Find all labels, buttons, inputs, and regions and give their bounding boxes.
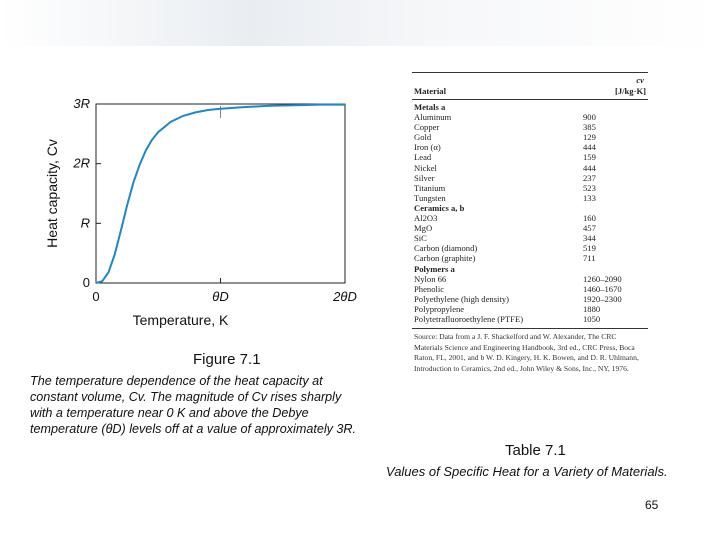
table-cell-material: Copper — [414, 122, 440, 133]
table-category-row — [412, 264, 648, 274]
table-row — [412, 304, 648, 314]
y-tick-label: 0 — [82, 275, 90, 290]
table-row — [412, 122, 648, 132]
table-cell-cv: 133 — [583, 192, 596, 203]
table-row — [412, 314, 648, 324]
y-tick-label: R — [80, 215, 90, 231]
table-cell-material: MgO — [414, 223, 433, 234]
table-row — [412, 284, 648, 294]
table-cell-material: Gold — [414, 132, 432, 143]
table-cell-material: Nickel — [414, 162, 437, 173]
table-row — [412, 183, 648, 193]
table-category-row — [412, 203, 648, 213]
table-body — [412, 100, 648, 324]
x-tick-label: θD — [212, 289, 229, 304]
y-axis-title: Heat capacity, Cv — [44, 139, 60, 248]
header-material: Material — [414, 86, 446, 96]
table-cell-material: Polyethylene (high density) — [414, 293, 509, 304]
heat-capacity-curve — [96, 105, 345, 283]
heat-capacity-plot — [30, 90, 370, 340]
header-unit: [J/kg·K] — [614, 86, 646, 96]
x-tick-label: 2θD — [333, 289, 357, 304]
table-cell-cv: 1920–2300 — [583, 293, 622, 304]
page-number: 65 — [645, 498, 659, 512]
specific-heat-table — [412, 72, 648, 444]
table-cell-cv: 160 — [583, 213, 596, 224]
table-cell-material: Nylon 66 — [414, 273, 447, 284]
table-row — [412, 223, 648, 233]
table-row — [412, 163, 648, 173]
table-cell-cv: 900 — [583, 112, 596, 123]
table-cell-material: Iron (α) — [414, 142, 441, 153]
table-cell-material: Lead — [414, 152, 432, 163]
table-row — [412, 294, 648, 304]
table-cell-material: Carbon (graphite) — [414, 253, 476, 264]
table-row — [412, 274, 648, 284]
table-row — [412, 132, 648, 142]
table-cell-material: Polypropylene — [414, 303, 465, 314]
table-row — [412, 213, 648, 223]
table-cell-material: Al2O3 — [414, 213, 438, 224]
table-cell-cv: 237 — [583, 172, 596, 183]
table-cell-cv: 711 — [583, 253, 596, 264]
table-cell-material: Tungsten — [414, 192, 446, 203]
table-cell-material: Aluminum — [414, 112, 452, 123]
table-label: Table 7.1 — [505, 442, 566, 459]
table-cell-cv: 1260–2090 — [583, 273, 622, 284]
table-cell-material: Carbon (diamond) — [414, 243, 478, 254]
table-cell-material: Titanium — [414, 182, 446, 193]
table-row — [412, 253, 648, 263]
table-cell-material: Metals a — [414, 102, 446, 112]
x-axis-title: Temperature, K — [132, 312, 229, 328]
table-source: Source: Data from a J. F. Shackelford and W. Alexander, The CRC Materials Science and Engineering Handbook, 3rd ed., CRC Press, Boca Raton, FL, 2001, and b W. D. Kingery, H. K. Bowen, and D. R. Uhlmann, Introduction to Ceramics, 2nd ed., John Wiley & Sons, Inc., NY, 1976. — [414, 332, 639, 373]
table-cell-cv: 159 — [583, 152, 596, 163]
table-row — [412, 193, 648, 203]
table-cell-cv: 523 — [583, 182, 596, 193]
table-row — [412, 233, 648, 243]
table-cell-material: Phenolic — [414, 283, 445, 294]
table-cell-cv: 344 — [583, 233, 596, 244]
table-cell-cv: 1050 — [583, 313, 601, 324]
table-cell-cv: 457 — [583, 223, 596, 234]
header-cv: cv — [636, 75, 644, 85]
x-tick-label: 0 — [92, 289, 100, 304]
table-cell-material: SiC — [414, 233, 427, 244]
table-row — [412, 112, 648, 122]
header-gradient-band — [0, 0, 720, 46]
table-row — [412, 142, 648, 152]
table-cell-material: Polytetrafluoroethylene (PTFE) — [414, 313, 524, 324]
table-row — [412, 243, 648, 253]
table-header — [412, 72, 648, 100]
table-cell-cv: 444 — [583, 162, 596, 173]
table-category-row — [412, 102, 648, 112]
table-cell-cv: 1880 — [583, 303, 601, 314]
table-row — [412, 173, 648, 183]
table-cell-material: Ceramics a, b — [414, 202, 465, 213]
table-cell-cv: 385 — [583, 122, 596, 133]
table-cell-material: Polymers a — [414, 263, 455, 274]
y-tick-label: 3R — [73, 96, 90, 111]
figure-label: Figure 7.1 — [193, 351, 261, 368]
table-cell-cv: 519 — [583, 243, 596, 254]
table-cell-cv: 129 — [583, 132, 596, 143]
figure-caption: The temperature dependence of the heat capacity at constant volume, Cv. The magnitude of Cv rises sharply with a temperature near 0 K and above the Debye temperature (θD) levels off at a value of approximately 3R. — [30, 374, 357, 436]
table-cell-material: Silver — [414, 172, 435, 183]
plot-frame — [96, 104, 345, 283]
table-cell-cv: 444 — [583, 142, 596, 153]
table-cell-cv: 1460–1670 — [583, 283, 622, 294]
y-tick-label: 2R — [73, 155, 90, 171]
table-caption: Values of Specific Heat for a Variety of Materials. — [386, 464, 668, 479]
table-row — [412, 152, 648, 162]
